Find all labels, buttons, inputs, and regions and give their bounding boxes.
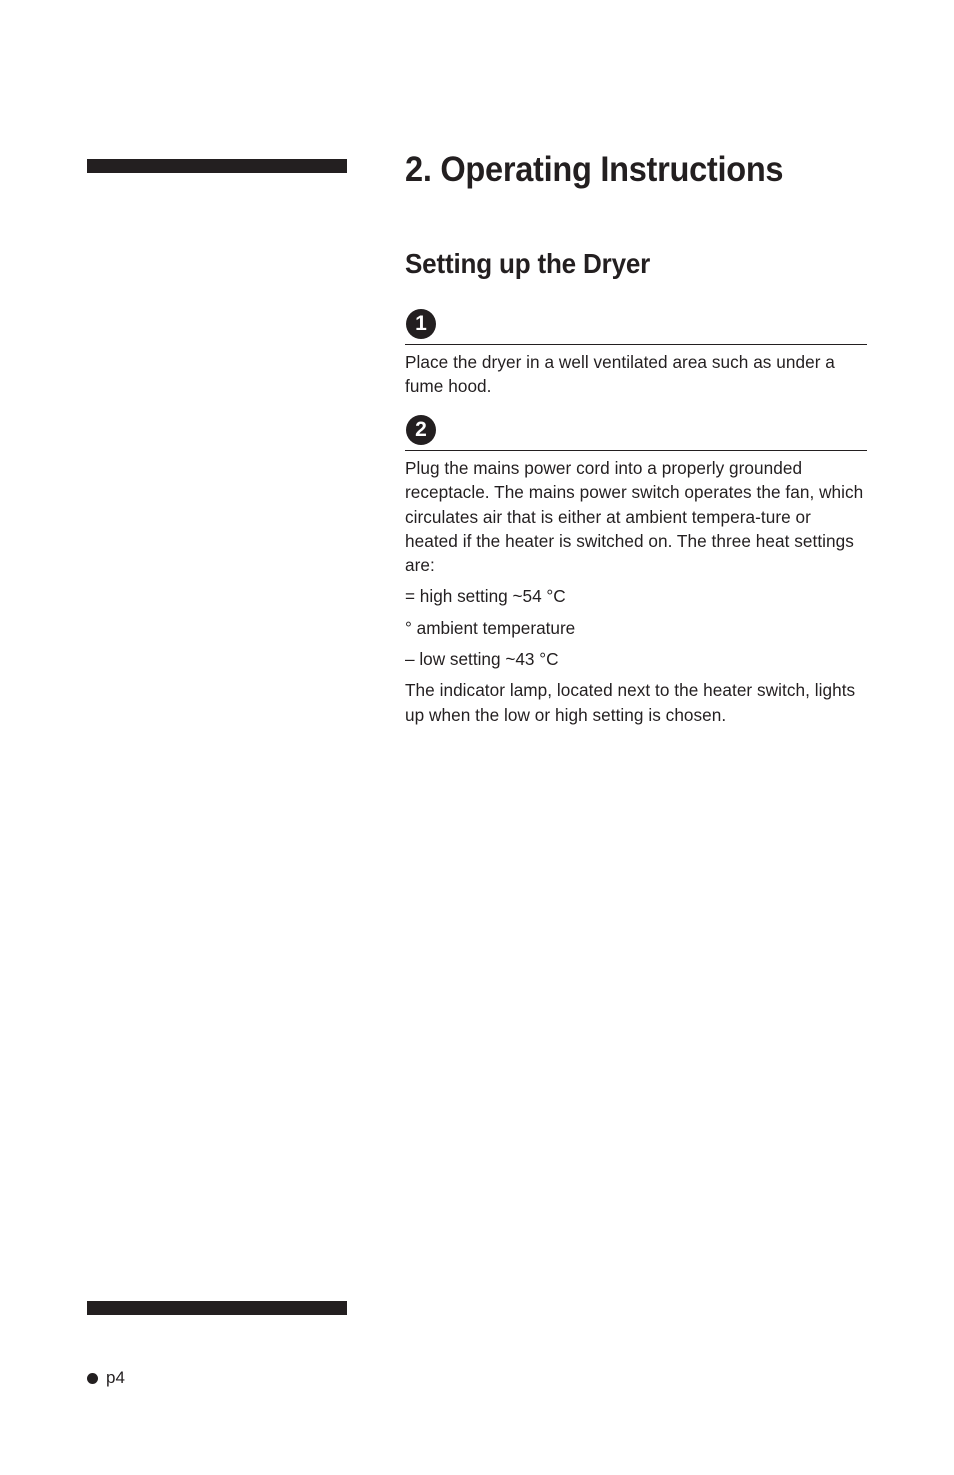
chapter-title: 2. Operating Instructions (405, 150, 784, 189)
setting-high: = high setting ~54 °C (405, 586, 566, 607)
page-footer (87, 1367, 125, 1389)
step-2-closing-text: The indicator lamp, located next to the heater switch, lights up when the low or high setting is chosen. (405, 680, 856, 725)
setting-low: – low setting ~43 °C (405, 649, 559, 670)
bullet-icon (87, 1373, 98, 1384)
step-2-header (405, 414, 867, 451)
section-rule-bottom (87, 1301, 347, 1315)
step-2 (405, 414, 867, 727)
page-number: p4 (106, 1368, 125, 1387)
step-number-1-icon: 1 (406, 309, 436, 339)
section-title: Setting up the Dryer (405, 248, 651, 279)
step-number-2-icon: 2 (406, 415, 436, 445)
section-rule-top (87, 159, 347, 173)
step-1-text: Place the dryer in a well ventilated area such as under a fume hood. (405, 352, 835, 397)
setting-ambient: ° ambient temperature (405, 617, 576, 638)
step-1-header (405, 308, 867, 345)
step-2-text: Plug the mains power cord into a properly grounded receptacle. The mains power switch operates the fan, which circulates air that is either at ambient tempera-ture or heated if the heater is switched on. The three heat settings are: (405, 458, 864, 576)
step-1 (405, 308, 867, 399)
